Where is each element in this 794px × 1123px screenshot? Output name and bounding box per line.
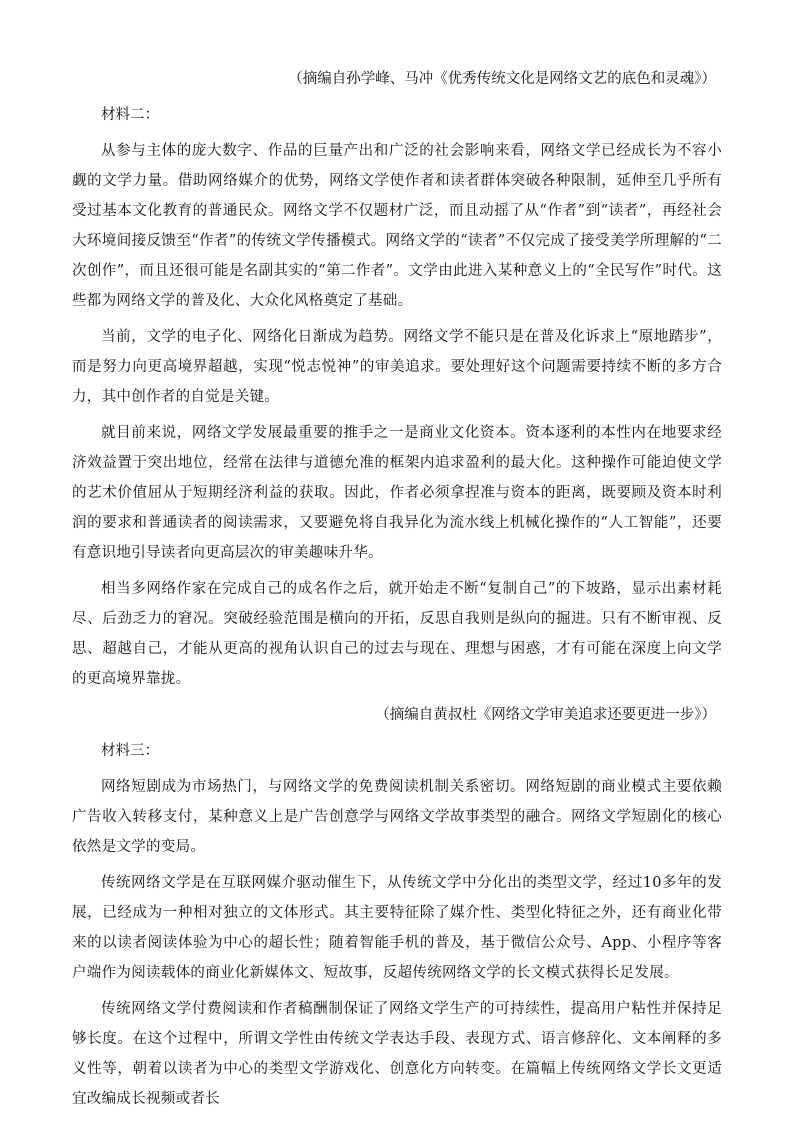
- document-body: [72, 64, 722, 1120]
- material-3-label: 材料三：: [101, 743, 159, 759]
- citation-2: （摘编自黄叔杜《网络文学审美追求还要更进一步》）: [375, 707, 716, 723]
- material-2-paragraph-4: 相当多网络作家在完成自己的成名作之后，就开始走不断“复制自己”的下坡路，显示出素材耗尽、后劲乏力的窘况。突破经验范围是横向的开拓，反思自我则是纵向的掘进。只有不断审视、反思、超越自己，才能从更高的视角认识自己的过去与现在、理想与困惑，才有可能在深度上向文学的更高境界靠拢。: [72, 581, 722, 687]
- material-3-paragraph-1: 网络短剧成为市场热门，与网络文学的免费阅读机制关系密切。网络短剧的商业模式主要依赖广告收入转移支付，某种意义上是广告创意学与网络文学故事类型的融合。网络文学短剧化的核心依然是文学的变局。: [72, 779, 722, 855]
- material-3-paragraph-3: 传统网络文学付费阅读和作者稿酬制保证了网络文学生产的可持续性，提高用户粘性并保持足够长度。在这个过程中，所谓文学性由传统文学表达手段、表现方式、语言修辞化、文本阐释的多义性等，朝着以读者为中心的类型文学游戏化、创意化方向转变。在篇幅上传统网络文学长文更适宜改编成长视频或者长: [72, 1001, 722, 1107]
- material-2-label: 材料二：: [101, 107, 159, 123]
- citation-1: （摘编自孙学峰、马冲《优秀传统文化是网络文艺的底色和灵魂》）: [288, 71, 716, 87]
- material-2-paragraph-2: 当前，文学的电子化、网络化日渐成为趋势。网络文学不能只是在普及化诉求上“原地踏步”，而是努力向更高境界超越，实现“悦志悦神”的审美追求。要处理好这个问题需要持续不断的多方合力，其中创作者的自觉是关键。: [72, 329, 722, 405]
- material-2-paragraph-3: 就目前来说，网络文学发展最重要的推手之一是商业文化资本。资本逐利的本性内在地要求经济效益置于突出地位，经常在法律与道德允准的框架内追求盈利的最大化。这种操作可能迫使文学的艺术价值屈从于短期经济利益的获取。因此，作者必须拿捏准与资本的距离，既要顾及资本时利润的要求和普通读者的阅读需求，又要避免将自我异化为流水线上机械化操作的“人工智能”，还要有意识地引导读者向更高层次的审美趣味升华。: [72, 425, 722, 561]
- material-2-paragraph-1: 从参与主体的庞大数字、作品的巨量产出和广泛的社会影响来看，网络文学已经成长为不容小觑的文学力量。借助网络媒介的优势，网络文学使作者和读者群体突破各种限制，延伸至几乎所有受过基本文化教育的普通民众。网络文学不仅题材广泛，而且动摇了从“作者”到“读者”，再经社会大环境间接反馈至“作者”的传统文学传播模式。网络文学的“读者”不仅完成了接受美学所理解的“二次创作”，而且还很可能是名副其实的“第二作者”。文学由此进入某种意义上的“全民写作”时代。这些都为网络文学的普及化、大众化风格奠定了基础。: [72, 143, 722, 309]
- material-3-paragraph-2: 传统网络文学是在互联网媒介驱动催生下，从传统文学中分化出的类型文学，经过10多年的发展，已经成为一种相对独立的文体形式。其主要特征除了媒介性、类型化特征之外，还有商业化带来的以读者阅读体验为中心的超长性；随着智能手机的普及，基于微信公众号、App、小程序等客户端作为阅读载体的商业化新媒体文、短故事，反超传统网络文学的长文模式获得长足发展。: [72, 875, 722, 981]
